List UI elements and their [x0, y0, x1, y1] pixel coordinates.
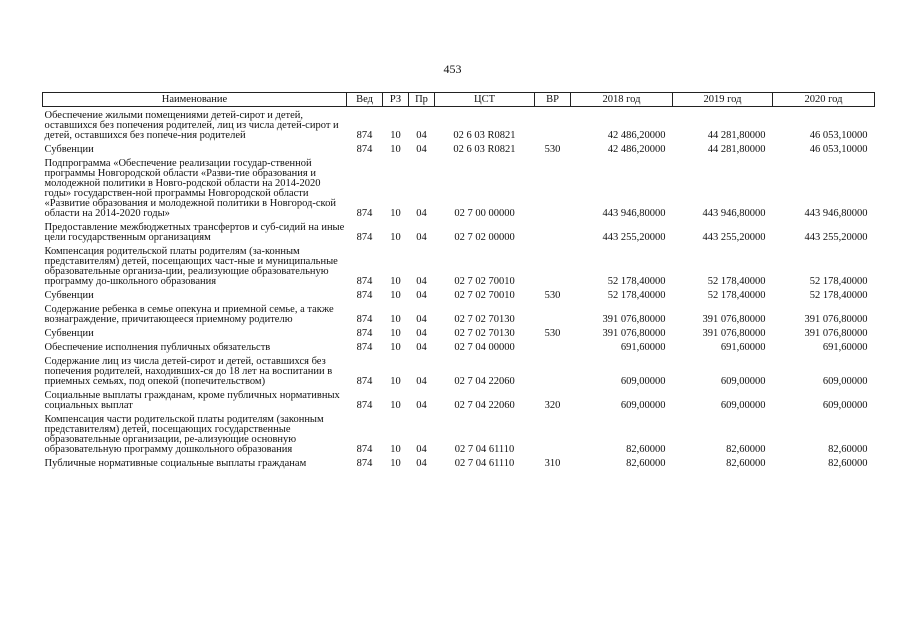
table-header-row [43, 93, 875, 107]
cell-rz: 10 [390, 208, 401, 219]
cell-cst: 02 7 04 61110 [454, 444, 515, 455]
cell-ved: 874 [356, 400, 373, 411]
cell-rz: 10 [390, 328, 401, 339]
cell-2020: 691,60000 [822, 342, 868, 353]
cell-ved: 874 [356, 232, 373, 243]
cell-rz: 10 [390, 232, 401, 243]
cell-2020: 443 255,20000 [804, 232, 868, 243]
cell-ved: 874 [356, 130, 373, 141]
cell-pr: 04 [416, 314, 427, 325]
cell-pr: 04 [416, 290, 427, 301]
cell-2019: 82,60000 [726, 458, 766, 469]
cell-2019: 391 076,80000 [702, 314, 766, 325]
cell-2018: 82,60000 [626, 444, 666, 455]
cell-2020: 52 178,40000 [809, 290, 868, 301]
table-row [43, 325, 875, 339]
cell-rz: 10 [390, 144, 401, 155]
cell-2020: 82,60000 [828, 444, 868, 455]
cell-2018: 609,00000 [620, 400, 666, 411]
table-row [43, 455, 875, 469]
cell-2018: 391 076,80000 [602, 328, 666, 339]
cell-ved: 874 [356, 314, 373, 325]
table-body [43, 107, 875, 470]
cell-vr [535, 411, 571, 455]
cell-rz: 10 [390, 314, 401, 325]
cell-cst: 02 7 02 70010 [454, 276, 515, 287]
cell-vr: 530 [544, 290, 561, 301]
cell-rz: 10 [390, 342, 401, 353]
cell-ved: 874 [356, 458, 373, 469]
cell-2018: 42 486,20000 [607, 144, 666, 155]
cell-2018: 52 178,40000 [607, 290, 666, 301]
cell-name: Субвенции [44, 290, 94, 301]
table-row [43, 353, 875, 387]
cell-ved: 874 [356, 144, 373, 155]
cell-cst: 02 7 02 70010 [454, 290, 515, 301]
cell-vr [535, 301, 571, 325]
table-row [43, 287, 875, 301]
cell-2020: 46 053,10000 [809, 144, 868, 155]
cell-pr: 04 [416, 208, 427, 219]
cell-vr [535, 219, 571, 243]
cell-2020: 391 076,80000 [804, 314, 868, 325]
cell-cst: 02 7 00 00000 [454, 208, 515, 219]
cell-pr: 04 [416, 144, 427, 155]
cell-cst: 02 7 04 22060 [454, 376, 515, 387]
cell-pr: 04 [416, 376, 427, 387]
cell-2018: 391 076,80000 [602, 314, 666, 325]
cell-vr: 530 [544, 144, 561, 155]
cell-2020: 82,60000 [828, 458, 868, 469]
cell-rz: 10 [390, 276, 401, 287]
cell-cst: 02 7 04 61110 [454, 458, 515, 469]
cell-ved: 874 [356, 290, 373, 301]
cell-2019: 443 946,80000 [702, 208, 766, 219]
table-row [43, 301, 875, 325]
cell-pr: 04 [416, 328, 427, 339]
cell-vr [535, 107, 571, 142]
cell-2019: 82,60000 [726, 444, 766, 455]
table-row [43, 141, 875, 155]
cell-cst: 02 7 04 22060 [454, 400, 515, 411]
cell-ved: 874 [356, 376, 373, 387]
cell-2018: 691,60000 [620, 342, 666, 353]
cell-2018: 52 178,40000 [607, 276, 666, 287]
cell-ved: 874 [356, 276, 373, 287]
cell-2019: 609,00000 [720, 376, 766, 387]
cell-cst: 02 7 02 70130 [454, 328, 515, 339]
cell-rz: 10 [390, 290, 401, 301]
cell-pr: 04 [416, 400, 427, 411]
cell-2019: 52 178,40000 [707, 276, 766, 287]
cell-pr: 04 [416, 232, 427, 243]
table-row [43, 243, 875, 287]
cell-2018: 82,60000 [626, 458, 666, 469]
cell-name: Содержание лиц из числа детей-сирот и детей, оставшихся без попечения родителей, находивших-ся до 18 лет на воспитании в приемных семьях, под опекой (попечительством) [44, 356, 333, 387]
cell-2019: 691,60000 [720, 342, 766, 353]
cell-name: Компенсация части родительской платы родителям (законным представителям) детей, посещающих государственные образовательные организации, ре-ализующие основную образовательную программу дошкольного образования [44, 414, 324, 455]
cell-name: Обеспечение жилыми помещениями детей-сирот и детей, оставшихся без попечения родителей, лиц из числа детей-сирот и детей, оставшихся без попече-ния родителей [44, 110, 339, 141]
header-2018: 2018 год [571, 93, 673, 107]
cell-2018: 609,00000 [620, 376, 666, 387]
cell-name: Содержание ребенка в семье опекуна и приемной семье, а также вознаграждение, причитающееся приемному родителю [44, 304, 334, 325]
cell-ved: 874 [356, 208, 373, 219]
cell-vr: 310 [544, 458, 561, 469]
table-row [43, 387, 875, 411]
cell-pr: 04 [416, 458, 427, 469]
cell-cst: 02 7 02 70130 [454, 314, 515, 325]
header-2019: 2019 год [673, 93, 773, 107]
table-row [43, 107, 875, 142]
cell-2018: 42 486,20000 [607, 130, 666, 141]
cell-2019: 443 255,20000 [702, 232, 766, 243]
header-cst: ЦСТ [435, 93, 535, 107]
header-rz: РЗ [383, 93, 409, 107]
budget-table [42, 92, 875, 469]
cell-rz: 10 [390, 444, 401, 455]
page-number: 453 [443, 62, 462, 76]
table-row [43, 339, 875, 353]
cell-2019: 609,00000 [720, 400, 766, 411]
cell-rz: 10 [390, 458, 401, 469]
cell-2020: 391 076,80000 [804, 328, 868, 339]
cell-name: Предоставление межбюджетных трансфертов и суб-сидий на иные цели государственным организациям [44, 222, 345, 243]
cell-cst: 02 6 03 R0821 [453, 130, 516, 141]
header-name: Наименование [43, 93, 347, 107]
cell-cst: 02 7 02 00000 [454, 232, 515, 243]
cell-vr [535, 243, 571, 287]
cell-vr [535, 353, 571, 387]
header-vr: ВР [535, 93, 571, 107]
header-2020: 2020 год [773, 93, 875, 107]
cell-vr: 530 [544, 328, 561, 339]
cell-rz: 10 [390, 130, 401, 141]
table-row [43, 219, 875, 243]
cell-2019: 44 281,80000 [707, 144, 766, 155]
cell-cst: 02 7 04 00000 [454, 342, 515, 353]
cell-2020: 443 946,80000 [804, 208, 868, 219]
cell-name: Компенсация родительской платы родителям (за-конным представителям) детей, посещающих част-ные и муниципальные образовательные организа-ции, реализующие образовательную программу до-школьного образования [44, 246, 338, 287]
cell-name: Подпрограмма «Обеспечение реализации государ-ственной программы Новгородской области «Разви-тие образования и молодежной политики в Новго-родской области на 2014-2020 годы» государствен-ной программы Новгородской области «Развитие образования и молодежной политики в Новгород-ской области на 2014-2020 годы» [44, 158, 336, 219]
cell-2020: 609,00000 [822, 376, 868, 387]
cell-rz: 10 [390, 400, 401, 411]
cell-name: Публичные нормативные социальные выплаты гражданам [44, 458, 307, 469]
cell-name: Субвенции [44, 328, 94, 339]
table-row [43, 411, 875, 455]
cell-pr: 04 [416, 444, 427, 455]
cell-name: Социальные выплаты гражданам, кроме публичных нормативных социальных выплат [44, 390, 340, 411]
cell-vr [535, 155, 571, 219]
header-pr: Пр [409, 93, 435, 107]
cell-name: Обеспечение исполнения публичных обязательств [44, 342, 271, 353]
header-ved: Вед [347, 93, 383, 107]
cell-ved: 874 [356, 328, 373, 339]
cell-2020: 609,00000 [822, 400, 868, 411]
cell-vr: 320 [544, 400, 561, 411]
cell-vr [535, 339, 571, 353]
table-row [43, 155, 875, 219]
cell-pr: 04 [416, 342, 427, 353]
cell-2019: 44 281,80000 [707, 130, 766, 141]
cell-2018: 443 946,80000 [602, 208, 666, 219]
cell-cst: 02 6 03 R0821 [453, 144, 516, 155]
cell-pr: 04 [416, 130, 427, 141]
cell-2020: 52 178,40000 [809, 276, 868, 287]
cell-2019: 391 076,80000 [702, 328, 766, 339]
cell-2018: 443 255,20000 [602, 232, 666, 243]
cell-ved: 874 [356, 444, 373, 455]
cell-2019: 52 178,40000 [707, 290, 766, 301]
cell-pr: 04 [416, 276, 427, 287]
cell-rz: 10 [390, 376, 401, 387]
cell-2020: 46 053,10000 [809, 130, 868, 141]
cell-ved: 874 [356, 342, 373, 353]
cell-name: Субвенции [44, 144, 94, 155]
